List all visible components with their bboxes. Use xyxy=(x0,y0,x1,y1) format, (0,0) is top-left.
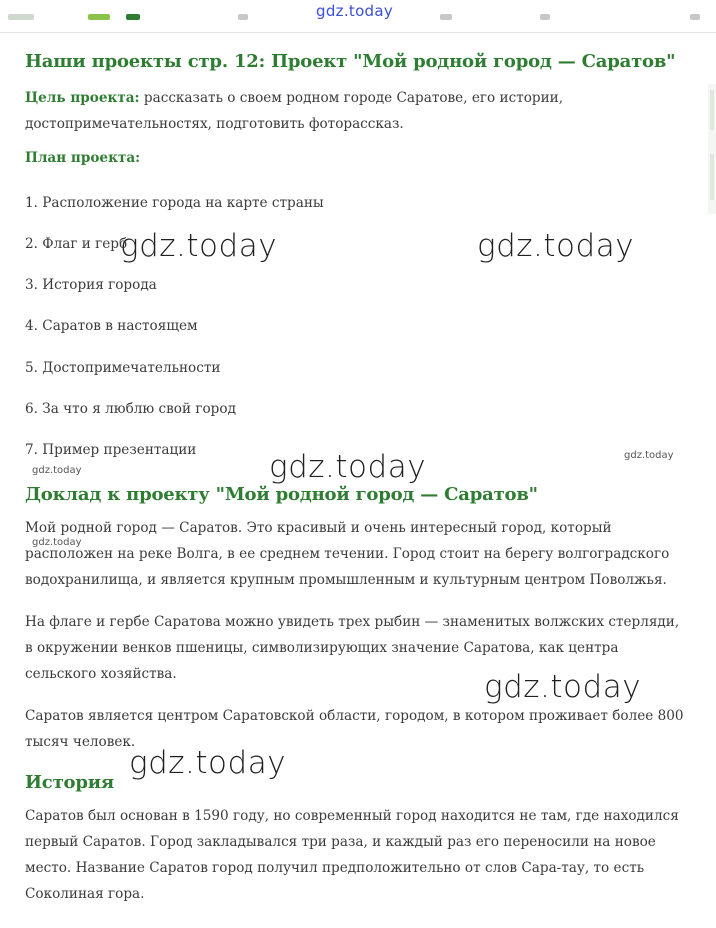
header-fragment xyxy=(8,14,34,20)
text-line: первый Саратов. Город закладывался три раза, и каждый раз его переносили на новое xyxy=(25,834,656,850)
header-fragment xyxy=(126,14,140,20)
history-title: История xyxy=(25,772,114,793)
small-watermark: gdz.today xyxy=(624,450,674,461)
header-fragment xyxy=(440,14,452,20)
goal-text-2: достопримечательностях, подготовить фоторассказ. xyxy=(25,116,404,132)
header-fragment xyxy=(690,14,700,20)
text-line: Саратов является центром Саратовской области, городом, в котором проживает более 800 xyxy=(25,708,684,724)
header-fragment xyxy=(540,14,550,20)
watermark: gdz.today xyxy=(477,228,635,264)
small-watermark: gdz.today xyxy=(32,537,82,548)
plan-item: 3. История города xyxy=(25,277,157,293)
plan-item: 2. Флаг и герб xyxy=(25,236,128,252)
report-paragraph-3 xyxy=(25,703,685,755)
plan-item: 1. Расположение города на карте страны xyxy=(25,195,324,211)
report-title: Доклад к проекту "Мой родной город — Саратов" xyxy=(25,484,538,505)
text-line: Мой родной город — Саратов. Это красивый и очень интересный город, который xyxy=(25,520,612,536)
goal-text-1: рассказать о своем родном городе Саратове, его истории, xyxy=(139,90,564,106)
watermark: gdz.today xyxy=(120,228,278,264)
header-fragment xyxy=(238,14,248,20)
text-line: На флаге и гербе Саратова можно увидеть трех рыбин — знаменитых волжских стерляди, xyxy=(25,614,680,630)
plan-item: 6. За что я люблю свой город xyxy=(25,401,236,417)
header-fragment xyxy=(88,14,110,20)
right-sidebar-edge xyxy=(708,84,716,214)
text-line: тысяч человек. xyxy=(25,734,136,750)
text-line: место. Название Саратов город получил предположительно от слов Сара-тау, то есть xyxy=(25,860,645,876)
small-watermark: gdz.today xyxy=(32,465,82,476)
sidebar-fragment xyxy=(710,90,714,130)
watermark: gdz.today xyxy=(269,449,427,485)
text-line: водохранилища, и является крупным промышленным и культурным центром Поволжья. xyxy=(25,572,667,588)
report-paragraph-1 xyxy=(25,515,685,593)
project-title: Наши проекты стр. 12: Проект "Мой родной город — Саратов" xyxy=(25,51,676,72)
text-line: в окружении венков пшеницы, символизирующих значение Саратова, как центра xyxy=(25,640,619,656)
plan-item: 4. Саратов в настоящем xyxy=(25,318,198,334)
plan-item: 5. Достопримечательности xyxy=(25,360,221,376)
watermark: gdz.today xyxy=(484,669,642,705)
header-divider xyxy=(0,32,716,33)
plan-heading: План проекта: xyxy=(25,150,141,166)
project-goal xyxy=(25,85,685,137)
watermark: gdz.today xyxy=(129,745,287,781)
site-logo-watermark[interactable]: gdz.today xyxy=(316,2,394,20)
text-line: расположен на реке Волга, в ее среднем течении. Город стоит на берегу волгоградского xyxy=(25,546,670,562)
text-line: Соколиная гора. xyxy=(25,886,145,902)
text-line: Саратов был основан в 1590 году, но современный город находится не там, где находился xyxy=(25,808,679,824)
sidebar-fragment xyxy=(710,154,714,200)
top-header-strip xyxy=(0,0,716,34)
goal-label: Цель проекта: xyxy=(25,90,140,106)
history-paragraph xyxy=(25,803,685,907)
plan-item: 7. Пример презентации xyxy=(25,442,197,458)
text-line: сельского хозяйства. xyxy=(25,666,177,682)
